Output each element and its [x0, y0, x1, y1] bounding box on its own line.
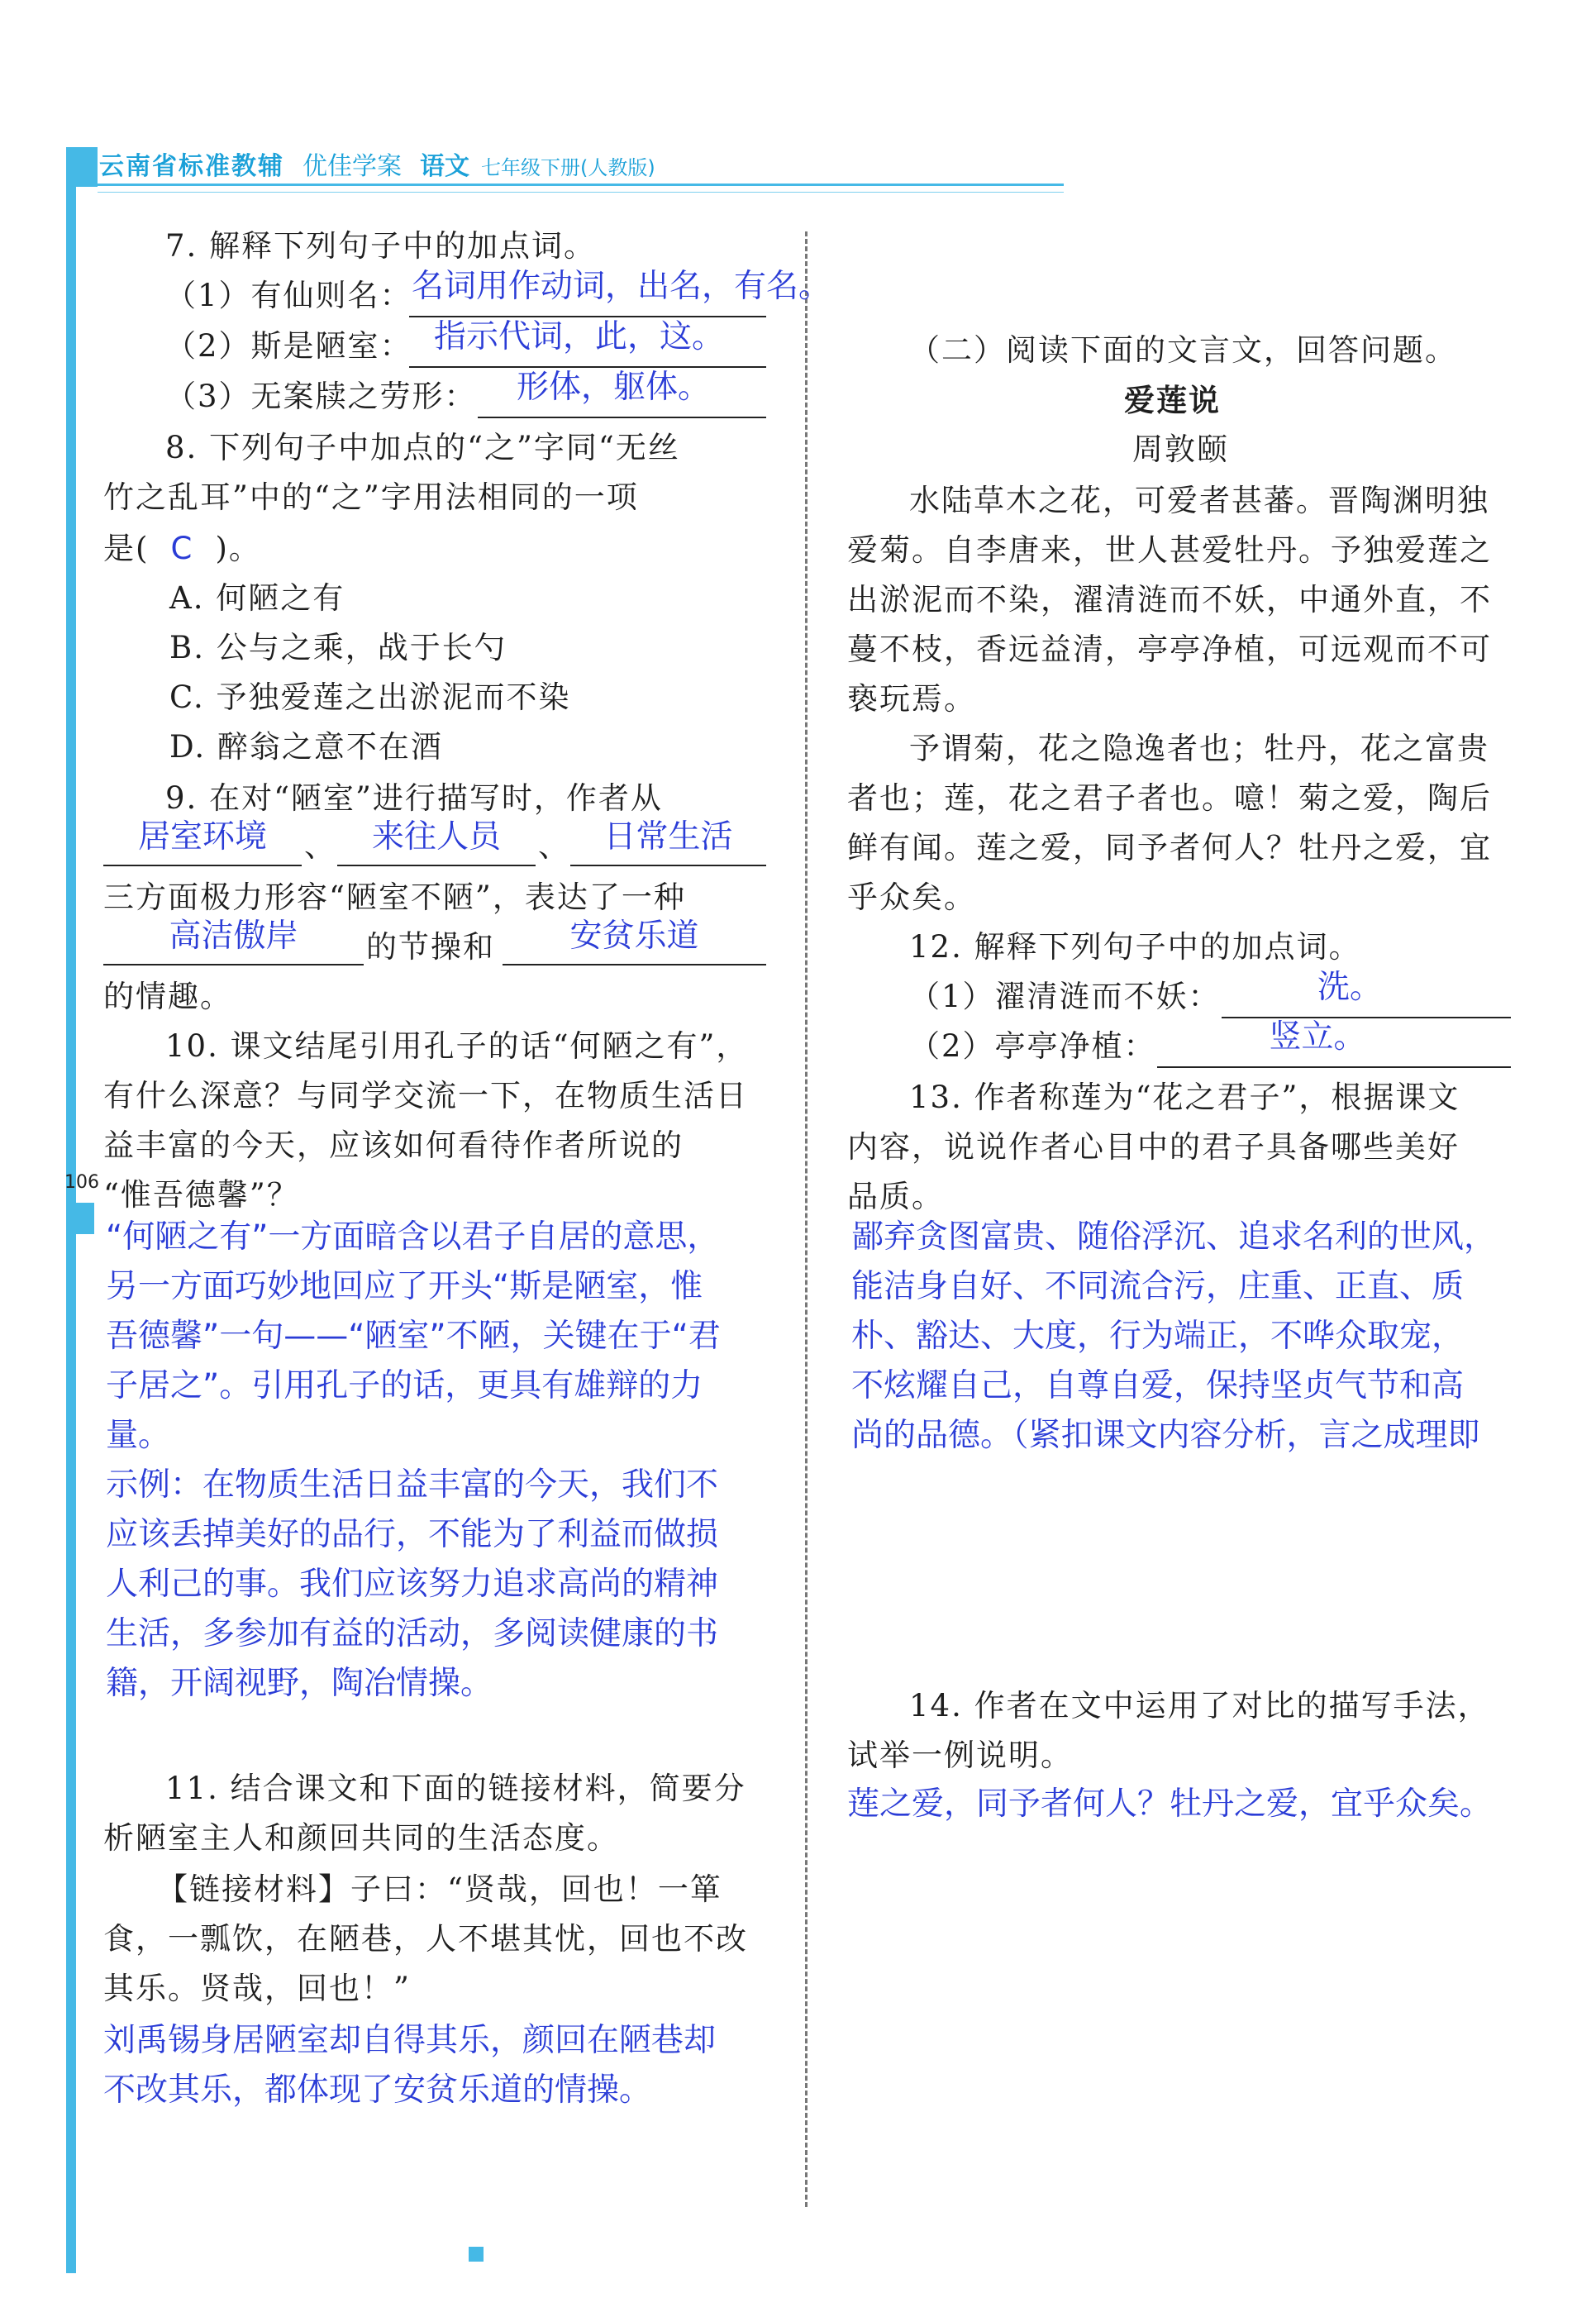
q10-line-4: “惟吾德馨”？ [103, 1177, 299, 1213]
q9-answer-3: 日常生活 [603, 818, 733, 856]
q13-answer-line-3: 朴、豁达、大度，行为端正，不哗众取宠， [851, 1318, 1465, 1355]
q7-item-3-blank [478, 417, 766, 418]
header-subject: 语文 [420, 152, 469, 181]
passage-line-7: 者也；莲，花之君子者也。噫！菊之爱，陶后 [847, 780, 1492, 816]
passage-line-8: 鲜有闻。莲之爱，同予者何人？牡丹之爱，宜 [847, 830, 1492, 865]
passage-line-6: 予谓菊，花之隐逸者也；牡丹，花之富贵 [909, 731, 1489, 766]
q11-line-2: 析陋室主人和颜回共同的生活态度。 [103, 1820, 619, 1856]
q10-answer-line-4: 子居之”。引用孔子的话，更具有雄辩的力 [106, 1367, 703, 1404]
q9-blank-1 [103, 865, 302, 866]
q10-answer-line-8: 人利己的事。我们应该努力追求高尚的精神 [106, 1566, 719, 1603]
q9-answer-1: 居室环境 [137, 818, 267, 856]
q7-item-1-label: （1）有仙则名： [165, 278, 412, 313]
q8-line-3-pre: 是( [103, 531, 150, 566]
q8-option-a: A. 何陋之有 [169, 580, 345, 616]
q11-answer-line-1: 刘禹锡身居陋室却自得其乐，颜回在陋巷却 [103, 2022, 717, 2059]
q12-item-1-answer: 洗。 [1317, 969, 1382, 1006]
passage-line-4: 蔓不枝，香远益清，亭亭净植，可远观而不可 [847, 632, 1492, 667]
q7-item-1-blank [409, 316, 766, 317]
header-rule-thin [98, 192, 1064, 193]
q10-answer-line-5: 量。 [106, 1417, 171, 1454]
passage-line-2: 爱菊。自李唐来，世人甚爱牡丹。予独爱莲之 [847, 532, 1492, 568]
q10-answer-line-10: 籍，开阔视野，陶冶情操。 [106, 1665, 493, 1702]
q13-line-2: 内容，说说作者心目中的君子具备哪些美好 [847, 1129, 1460, 1165]
q8-line-3-post: )。 [215, 531, 261, 566]
q8-option-c: C. 予独爱莲之出淤泥而不染 [169, 679, 571, 715]
q14-answer: 莲之爱，同予者何人？牡丹之爱，宜乎众矣。 [847, 1785, 1493, 1823]
passage-title: 爱莲说 [1124, 382, 1221, 418]
header-series: 优佳学案 [303, 152, 402, 181]
q8-answer: C [170, 531, 194, 566]
q10-answer-line-9: 生活，多参加有益的活动，多阅读健康的书 [106, 1615, 719, 1652]
q12-item-2-blank [1157, 1066, 1511, 1068]
q9-answer-5: 安贫乐道 [569, 918, 699, 955]
q7-item-3-label: （3）无案牍之劳形： [165, 379, 477, 414]
q9-line-1: 9. 在对“陋室”进行描写时，作者从 [165, 780, 663, 816]
q7-item-1-answer: 名词用作动词，出名，有名。 [412, 268, 831, 305]
q12-stem: 12. 解释下列句子中的加点词。 [909, 929, 1361, 965]
q12-item-2-label: （2）亭亭净植： [909, 1028, 1156, 1064]
q9-blank-3 [570, 865, 766, 866]
footer-marker [469, 2247, 484, 2262]
q13-answer-line-5: 尚的品德。（紧扣课文内容分析，言之成理即 [851, 1417, 1480, 1454]
q13-line-3: 品质。 [847, 1179, 944, 1214]
q8-option-b: B. 公与之乘，战于长勺 [169, 630, 507, 665]
q9-line-2: 三方面极力形容“陋室不陋”，表达了一种 [103, 880, 686, 915]
q10-line-1: 10. 课文结尾引用孔子的话“何陋之有”， [165, 1028, 749, 1064]
q7-item-3-answer: 形体，躯体。 [517, 369, 711, 406]
q14-line-1: 14. 作者在文中运用了对比的描写手法， [909, 1688, 1490, 1723]
section-heading: （二）阅读下面的文言文，回答问题。 [909, 332, 1457, 368]
q8-line-2: 竹之乱耳”中的“之”字用法相同的一项 [103, 479, 639, 515]
q8-line-3 [103, 531, 261, 567]
q7-item-2-blank [409, 366, 766, 368]
q9-blank-2 [337, 865, 536, 866]
q9-answer-2: 来往人员 [371, 818, 501, 856]
q9-blank-5 [503, 964, 766, 965]
q7-stem: 7. 解释下列句子中的加点词。 [165, 228, 597, 264]
q11-material-line-1: 【链接材料】子曰：“贤哉，回也！一箪 [157, 1871, 722, 1907]
q11-answer-line-2: 不改其乐，都体现了安贫乐道的情操。 [103, 2071, 652, 2109]
q10-line-3: 益丰富的今天，应该如何看待作者所说的 [103, 1128, 684, 1163]
q11-material-line-3: 其乐。贤哉，回也！” [103, 1971, 411, 2006]
page-number: 106 [64, 1172, 99, 1193]
q9-sep-1: 、 [304, 828, 336, 864]
q9-sep-2: 、 [538, 828, 570, 864]
header-rule [76, 184, 1064, 186]
passage-line-9: 乎众矣。 [847, 880, 976, 915]
header-grade: 七年级下册(人教版) [481, 156, 655, 179]
q10-answer-line-2: 另一方面巧妙地回应了开头“斯是陋室，惟 [106, 1268, 703, 1305]
q13-answer-line-2: 能洁身自好、不同流合污，庄重、正直、质 [851, 1268, 1465, 1305]
q13-answer-line-4: 不炫耀自己，自尊自爱，保持坚贞气节和高 [851, 1367, 1465, 1404]
q10-answer-line-6: 示例：在物质生活日益丰富的今天，我们不 [106, 1466, 719, 1504]
page-side-bar-cap [66, 147, 98, 187]
page-number-tab [66, 1203, 94, 1234]
q9-answer-4: 高洁傲岸 [169, 918, 298, 955]
column-divider [805, 231, 808, 2207]
header-brand: 云南省标准教辅 [99, 152, 284, 181]
q11-line-1: 11. 结合课文和下面的链接材料，简要分 [165, 1771, 746, 1806]
passage-author: 周敦颐 [1132, 431, 1229, 467]
q9-line-3: 的情趣。 [103, 979, 232, 1014]
q13-line-1: 13. 作者称莲为“花之君子”，根据课文 [909, 1080, 1460, 1115]
passage-line-1: 水陆草木之花，可爱者甚蕃。晋陶渊明独 [909, 483, 1489, 518]
q10-answer-line-1: “何陋之有”一方面暗含以君子自居的意思， [106, 1218, 720, 1256]
passage-line-5: 亵玩焉。 [847, 681, 976, 717]
passage-line-3: 出淤泥而不染，濯清涟而不妖，中通外直，不 [847, 582, 1492, 617]
q10-answer-line-7: 应该丢掉美好的品行，不能为了利益而做损 [106, 1516, 719, 1553]
q7-item-2-answer: 指示代词，此，这。 [434, 318, 725, 355]
q11-material-line-2: 食，一瓢饮，在陋巷，人不堪其忧，回也不改 [103, 1921, 748, 1957]
q13-answer-line-1: 鄙弃贪图富贵、随俗浮沉、追求名利的世风， [851, 1218, 1497, 1256]
q12-item-2-answer: 竖立。 [1269, 1018, 1366, 1056]
q10-answer-line-3: 吾德馨”一句——“陋室”不陋，关键在于“君 [106, 1318, 721, 1355]
q14-line-2: 试举一例说明。 [847, 1738, 1073, 1773]
q8-option-d: D. 醉翁之意不在酒 [169, 729, 443, 765]
q10-line-2: 有什么深意？与同学交流一下，在物质生活日 [103, 1078, 748, 1113]
page-header [99, 145, 655, 182]
q9-mid: 的节操和 [366, 929, 495, 965]
q7-item-2-label: （2）斯是陋室： [165, 328, 412, 364]
q8-line-1: 8. 下列句子中加点的“之”字同“无丝 [165, 430, 680, 465]
q9-blank-4 [103, 964, 364, 965]
q12-item-1-label: （1）濯清涟而不妖： [909, 979, 1221, 1014]
